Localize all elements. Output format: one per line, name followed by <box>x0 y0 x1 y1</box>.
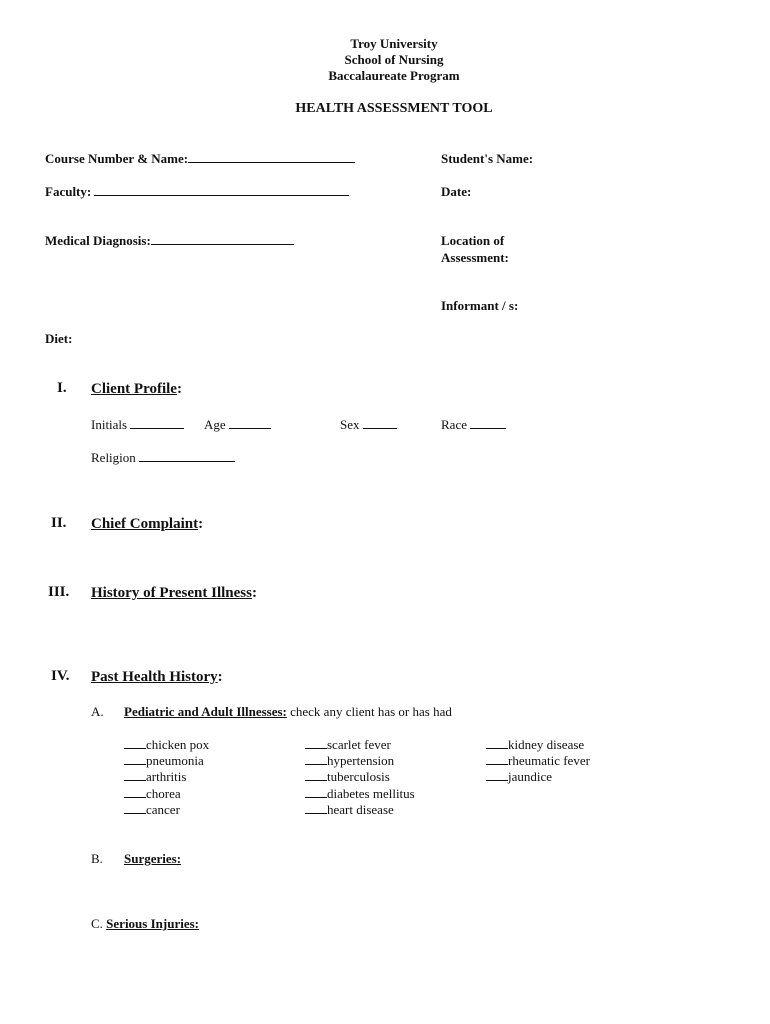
age-input-line[interactable] <box>229 417 271 429</box>
subsection-c-heading <box>91 916 199 932</box>
race-label: Race <box>441 417 467 432</box>
illness-label: cancer <box>146 802 180 817</box>
section-1-title: Client Profile <box>91 381 177 397</box>
illness-item-cancer[interactable] <box>124 802 180 818</box>
check-blank[interactable] <box>305 737 327 749</box>
school-name: School of Nursing <box>344 52 444 67</box>
faculty-input-line[interactable] <box>94 184 349 196</box>
sex-input-line[interactable] <box>363 417 397 429</box>
subsection-c-title: Serious Injuries: <box>106 916 199 931</box>
illness-item-rheumatic-fever[interactable] <box>486 753 590 769</box>
section-1-colon: : <box>176 381 182 397</box>
illness-item-jaundice[interactable] <box>486 769 552 785</box>
race-input-line[interactable] <box>470 417 506 429</box>
diagnosis-field <box>45 233 294 249</box>
section-3-number: III. <box>48 584 70 600</box>
religion-field <box>91 450 235 466</box>
check-blank[interactable] <box>124 802 146 814</box>
institution-name: Troy University <box>350 36 438 51</box>
section-1-heading <box>91 380 182 398</box>
illness-label: kidney disease <box>508 737 585 752</box>
race-field <box>441 417 506 433</box>
initials-input-line[interactable] <box>130 417 184 429</box>
illness-label: scarlet fever <box>327 737 391 752</box>
religion-input-line[interactable] <box>139 450 235 462</box>
document-title: HEALTH ASSESSMENT TOOL <box>295 101 493 116</box>
date-label: Date: <box>441 184 472 199</box>
check-blank[interactable] <box>486 753 508 765</box>
location-label-line2: Assessment: <box>441 250 509 265</box>
illness-label: chicken pox <box>146 737 210 752</box>
illness-label: diabetes mellitus <box>327 786 415 801</box>
illness-item-arthritis[interactable] <box>124 769 186 785</box>
initials-label: Initials <box>91 417 128 432</box>
initials-field <box>91 417 184 433</box>
check-blank[interactable] <box>305 753 327 765</box>
subsection-b-label: B. <box>91 851 103 866</box>
check-blank[interactable] <box>305 769 327 781</box>
check-blank[interactable] <box>124 753 146 765</box>
subsection-b-heading <box>124 851 181 867</box>
illness-item-tuberculosis[interactable] <box>305 769 390 785</box>
illness-label: jaundice <box>508 769 553 784</box>
course-field <box>45 151 355 167</box>
illness-label: pneumonia <box>146 753 204 768</box>
informant-label: Informant / s: <box>441 298 519 313</box>
section-3-title: History of Present Illness <box>91 585 252 601</box>
diagnosis-input-line[interactable] <box>151 233 294 245</box>
illness-item-diabetes-mellitus[interactable] <box>305 786 415 802</box>
illness-item-chorea[interactable] <box>124 786 181 802</box>
illness-label: heart disease <box>327 802 394 817</box>
age-label: Age <box>204 417 226 432</box>
age-field <box>204 417 271 433</box>
illness-label: arthritis <box>146 769 187 784</box>
student-name-label: Student's Name: <box>441 151 534 166</box>
diet-label: Diet: <box>45 331 73 346</box>
illness-label: hypertension <box>327 753 395 768</box>
diagnosis-label: Medical Diagnosis: <box>45 233 151 248</box>
check-blank[interactable] <box>486 737 508 749</box>
section-2-title: Chief Complaint <box>91 516 199 532</box>
illness-item-scarlet-fever[interactable] <box>305 737 391 753</box>
section-3-colon: : <box>251 585 257 601</box>
section-4-colon: : <box>217 669 223 685</box>
subsection-b-title: Surgeries: <box>124 851 182 866</box>
illness-item-chicken-pox[interactable] <box>124 737 209 753</box>
location-label-line1: Location of <box>441 233 505 248</box>
illness-item-kidney-disease[interactable] <box>486 737 584 753</box>
check-blank[interactable] <box>124 769 146 781</box>
check-blank[interactable] <box>305 802 327 814</box>
illness-item-hypertension[interactable] <box>305 753 394 769</box>
section-2-heading <box>91 515 203 533</box>
faculty-label: Faculty: <box>45 184 92 199</box>
section-4-number: IV. <box>51 668 70 684</box>
faculty-field <box>45 184 349 200</box>
section-2-colon: : <box>198 516 204 532</box>
section-1-number: I. <box>57 380 67 396</box>
section-3-heading <box>91 584 257 602</box>
section-4-heading <box>91 668 223 686</box>
section-2-number: II. <box>51 515 67 531</box>
subsection-a-heading <box>124 704 452 720</box>
illness-item-heart-disease[interactable] <box>305 802 394 818</box>
illness-item-pneumonia[interactable] <box>124 753 204 769</box>
course-input-line[interactable] <box>188 151 355 163</box>
subsection-a-title: Pediatric and Adult Illnesses: <box>124 704 287 719</box>
check-blank[interactable] <box>486 769 508 781</box>
sex-label: Sex <box>340 417 360 432</box>
course-label: Course Number & Name: <box>45 151 189 166</box>
check-blank[interactable] <box>124 786 146 798</box>
religion-label: Religion <box>91 450 136 465</box>
subsection-a-note: check any client has or has had <box>290 704 452 719</box>
illness-label: tuberculosis <box>327 769 390 784</box>
section-4-title: Past Health History <box>91 669 218 685</box>
illness-label: rheumatic fever <box>508 753 590 768</box>
subsection-c-label: C. <box>91 916 103 931</box>
sex-field <box>340 417 397 433</box>
program-name: Baccalaureate Program <box>328 68 460 83</box>
illness-label: chorea <box>146 786 181 801</box>
subsection-a-label: A. <box>91 704 104 719</box>
check-blank[interactable] <box>305 786 327 798</box>
check-blank[interactable] <box>124 737 146 749</box>
